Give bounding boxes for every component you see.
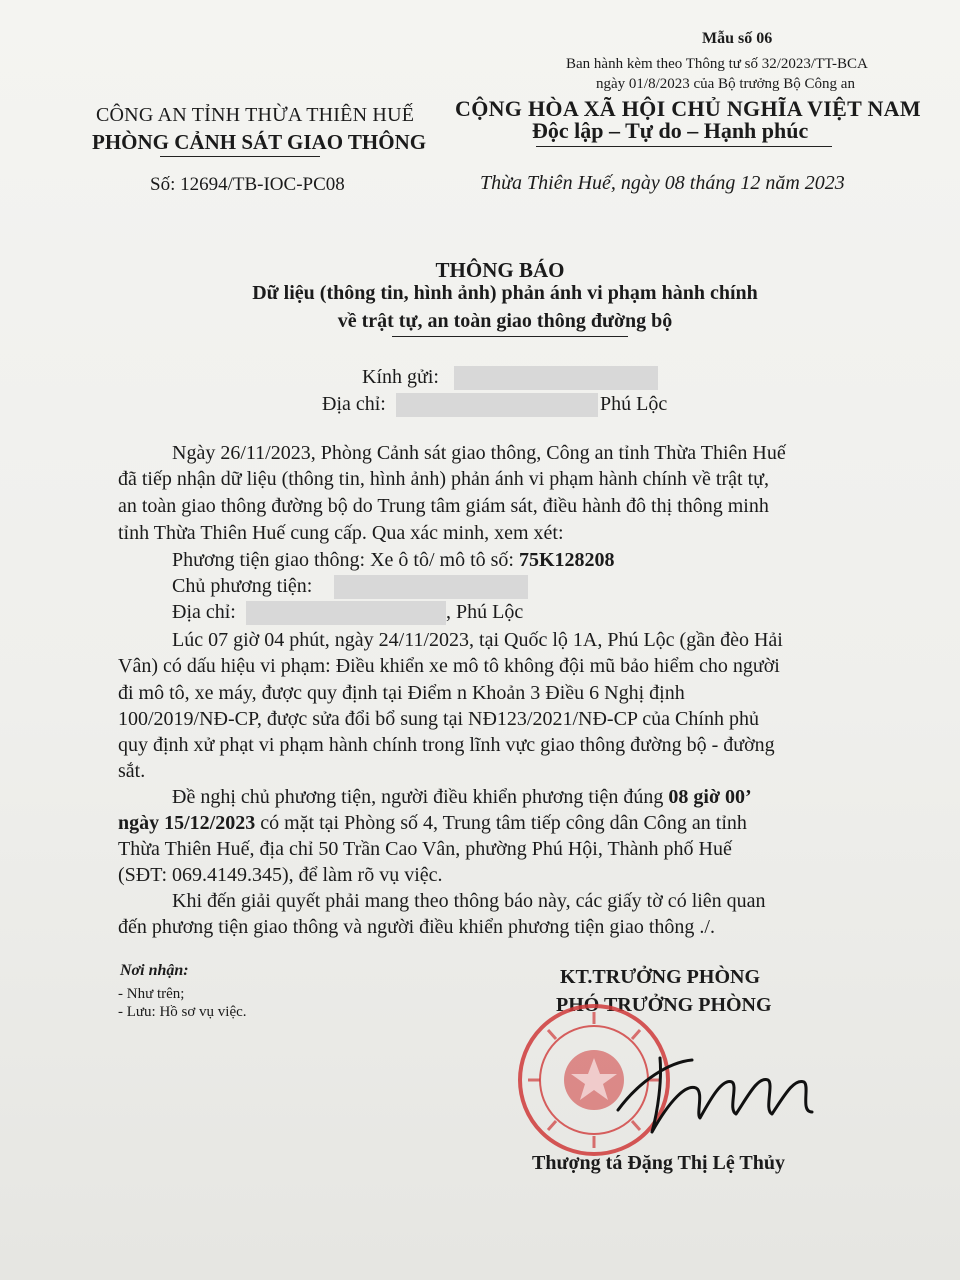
appointment-line-1 [172, 784, 752, 811]
nation-name: CỘNG HÒA XÃ HỘI CHỦ NGHĨA VIỆT NAM [455, 96, 921, 121]
body-line: an toàn giao thông đường bộ do Trung tâm giám sát, điều hành đô thị thông minh [118, 495, 769, 517]
motto: Độc lập – Tự do – Hạnh phúc [532, 118, 809, 143]
body-line: tỉnh Thừa Thiên Huế cung cấp. Qua xác minh, xem xét: [118, 522, 564, 544]
appointment-line-2 [118, 810, 747, 837]
recipient-item: - Như trên; [118, 986, 185, 1002]
vehicle-label: Phương tiện giao thông: Xe ô tô/ mô tô số: [172, 549, 519, 571]
recipients-heading: Nơi nhận: [120, 962, 189, 979]
redacted-owner-address [246, 601, 446, 625]
motto-underline [536, 146, 832, 147]
signer-title-2: PHÓ TRƯỞNG PHÒNG [556, 994, 772, 1016]
document-subtitle-line-1: Dữ liệu (thông tin, hình ảnh) phản ánh vi phạm hành chính [252, 282, 758, 304]
agency-name: PHÒNG CẢNH SÁT GIAO THÔNG [92, 130, 427, 154]
redacted-recipient-name [454, 366, 658, 390]
form-issued-line-1: Ban hành kèm theo Thông tư số 32/2023/TT-BCA [566, 56, 868, 72]
owner-address-tail: , Phú Lộc [446, 601, 524, 623]
body-line: 100/2019/NĐ-CP, được sửa đổi bổ sung tại NĐ123/2021/NĐ-CP của Chính phủ [118, 708, 759, 730]
redacted-recipient-address [396, 393, 598, 417]
body-line: sắt. [118, 760, 146, 782]
body-line: Vân) có dấu hiệu vi phạm: Điều khiển xe mô tô không đội mũ bảo hiểm cho người [118, 655, 780, 677]
signer-title-1: KT.TRƯỞNG PHÒNG [560, 966, 760, 988]
appointment-date: ngày 15/12/2023 [118, 812, 256, 834]
document-title: THÔNG BÁO [435, 258, 565, 282]
place-date: Thừa Thiên Huế, ngày 08 tháng 12 năm 2023 [480, 172, 845, 194]
kinh-gui-label: Kính gửi: [362, 366, 439, 388]
appointment-text: có mặt tại Phòng số 4, Trung tâm tiếp công dân Công an tỉnh [255, 812, 747, 834]
vehicle-plate: 75K128208 [518, 549, 615, 571]
recipient-item: - Lưu: Hồ sơ vụ việc. [118, 1004, 247, 1020]
appointment-time: 08 giờ 00’ [668, 786, 752, 808]
recipient-address-label: Địa chỉ: [322, 393, 386, 415]
form-issued-line-2: ngày 01/8/2023 của Bộ trưởng Bộ Công an [596, 76, 855, 92]
document-number: Số: 12694/TB-IOC-PC08 [150, 174, 345, 195]
body-line: quy định xử phạt vi phạm hành chính trong lĩnh vực giao thông đường bộ - đường [118, 734, 775, 756]
body-line: Lúc 07 giờ 04 phút, ngày 24/11/2023, tại Quốc lộ 1A, Phú Lộc (gần đèo Hải [172, 629, 783, 651]
body-line: (SĐT: 069.4149.345), để làm rõ vụ việc. [118, 864, 443, 886]
form-number: Mẫu số 06 [702, 30, 773, 47]
agency-underline [160, 156, 320, 157]
body-line: đến phương tiện giao thông và người điều khiển phương tiện giao thông ./. [118, 916, 715, 938]
body-line: Khi đến giải quyết phải mang theo thông báo này, các giấy tờ có liên quan [172, 890, 766, 912]
body-line: Thừa Thiên Huế, địa chỉ 50 Trần Cao Vân, phường Phú Hội, Thành phố Huế [118, 838, 732, 860]
owner-address-label: Địa chỉ: [172, 601, 236, 623]
subtitle-underline [392, 336, 628, 337]
signer-name: Thượng tá Đặng Thị Lệ Thủy [532, 1152, 785, 1174]
handwritten-signature-icon [600, 1040, 830, 1140]
body-line: đi mô tô, xe máy, được quy định tại Điểm n Khoản 3 Điều 6 Nghị định [118, 682, 685, 704]
recipient-address-tail: Phú Lộc [600, 393, 668, 415]
vehicle-line [172, 547, 615, 574]
redacted-owner-name [334, 575, 528, 599]
appointment-text: Đề nghị chủ phương tiện, người điều khiển phương tiện đúng [172, 786, 669, 808]
body-line: Ngày 26/11/2023, Phòng Cảnh sát giao thông, Công an tỉnh Thừa Thiên Huế [172, 442, 786, 464]
document-subtitle-line-2: về trật tự, an toàn giao thông đường bộ [337, 310, 673, 332]
body-line: đã tiếp nhận dữ liệu (thông tin, hình ảnh) phản ánh vi phạm hành chính về trật tự, [118, 468, 769, 490]
owner-label: Chủ phương tiện: [172, 575, 313, 597]
agency-parent: CÔNG AN TỈNH THỪA THIÊN HUẾ [96, 104, 415, 126]
